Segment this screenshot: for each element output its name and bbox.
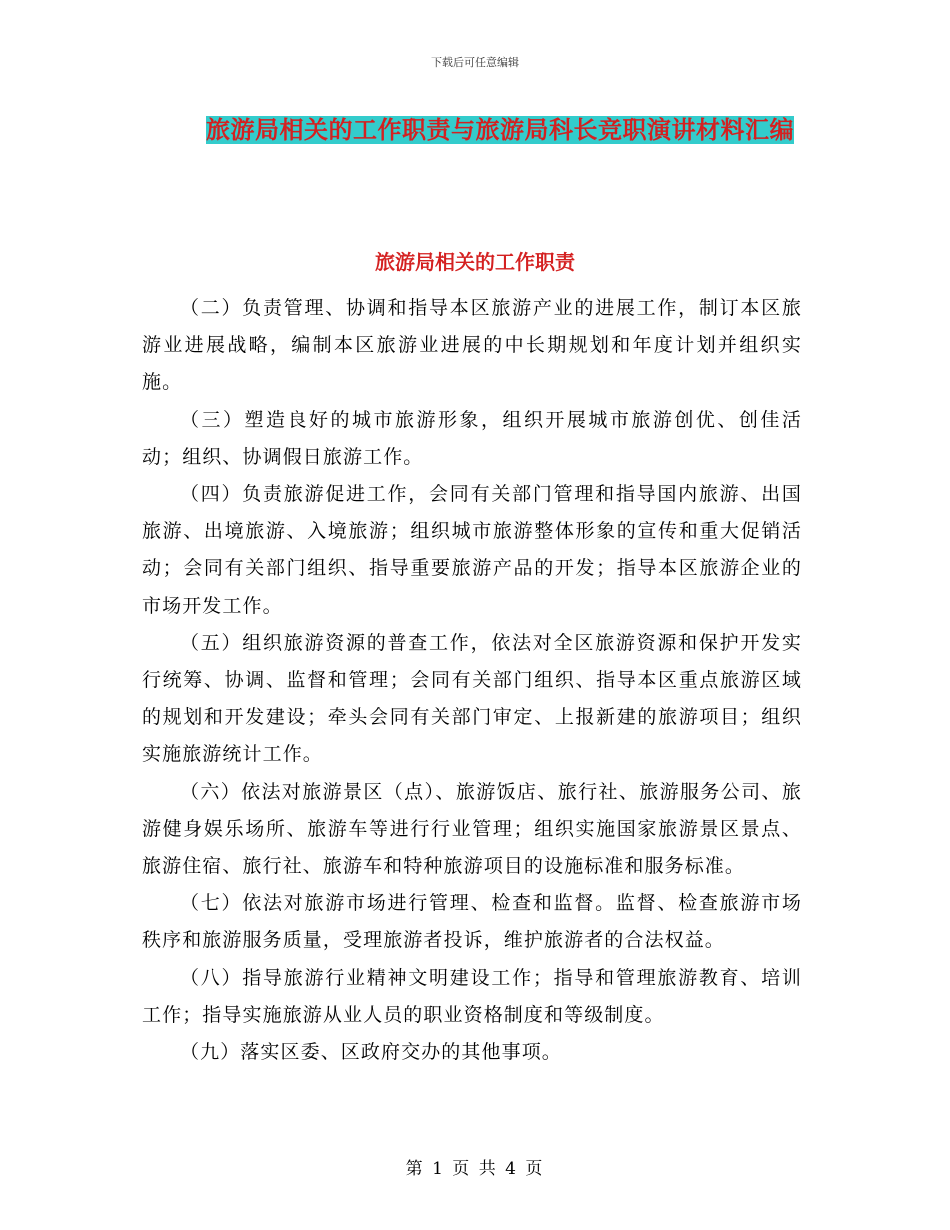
document-title-text: 旅游局相关的工作职责与旅游局科长竞职演讲材料汇编 xyxy=(206,116,794,144)
paragraph: （三）塑造良好的城市旅游形象，组织开展城市旅游创优、创佳活动；组织、协调假日旅游工作。 xyxy=(142,408,802,468)
paragraph: （七）依法对旅游市场进行管理、检查和监督。监督、检查旅游市场秩序和旅游服务质量，受理旅游者投诉，维护旅游者的合法权益。 xyxy=(142,892,802,952)
paragraph: （五）组织旅游资源的普查工作，依法对全区旅游资源和保护开发实行统筹、协调、监督和管理；会同有关部门组织、指导本区重点旅游区域的规划和开发建设；牵头会同有关部门审定、上报新建的旅游项目；组织实施旅游统计工作。 xyxy=(142,631,802,766)
paragraph: （二）负责管理、协调和指导本区旅游产业的进展工作，制订本区旅游业进展战略，编制本区旅游业进展的中长期规划和年度计划并组织实施。 xyxy=(142,297,802,394)
section-title: 旅游局相关的工作职责 xyxy=(375,250,575,274)
document-body xyxy=(142,290,802,1071)
header-note: 下载后可任意编辑 xyxy=(431,56,519,69)
page-indicator: 第 1 页 共 4 页 xyxy=(405,1159,545,1179)
paragraph: （四）负责旅游促进工作，会同有关部门管理和指导国内旅游、出国旅游、出境旅游、入境旅游；组织城市旅游整体形象的宣传和重大促销活动；会同有关部门组织、指导重要旅游产品的开发；指导本区旅游企业的市场开发工作。 xyxy=(142,483,802,617)
paragraph: （八）指导旅游行业精神文明建设工作；指导和管理旅游教育、培训工作；指导实施旅游从业人员的职业资格制度和等级制度。 xyxy=(142,966,802,1026)
paragraph: （九）落实区委、区政府交办的其他事项。 xyxy=(180,1041,562,1064)
document-title xyxy=(180,108,820,153)
paragraph: （六）依法对旅游景区（点）、旅游饭店、旅行社、旅游服务公司、旅游健身娱乐场所、旅游车等进行行业管理；组织实施国家旅游景区景点、旅游住宿、旅行社、旅游车和特种旅游项目的设施标准和服务标准。 xyxy=(142,780,802,878)
